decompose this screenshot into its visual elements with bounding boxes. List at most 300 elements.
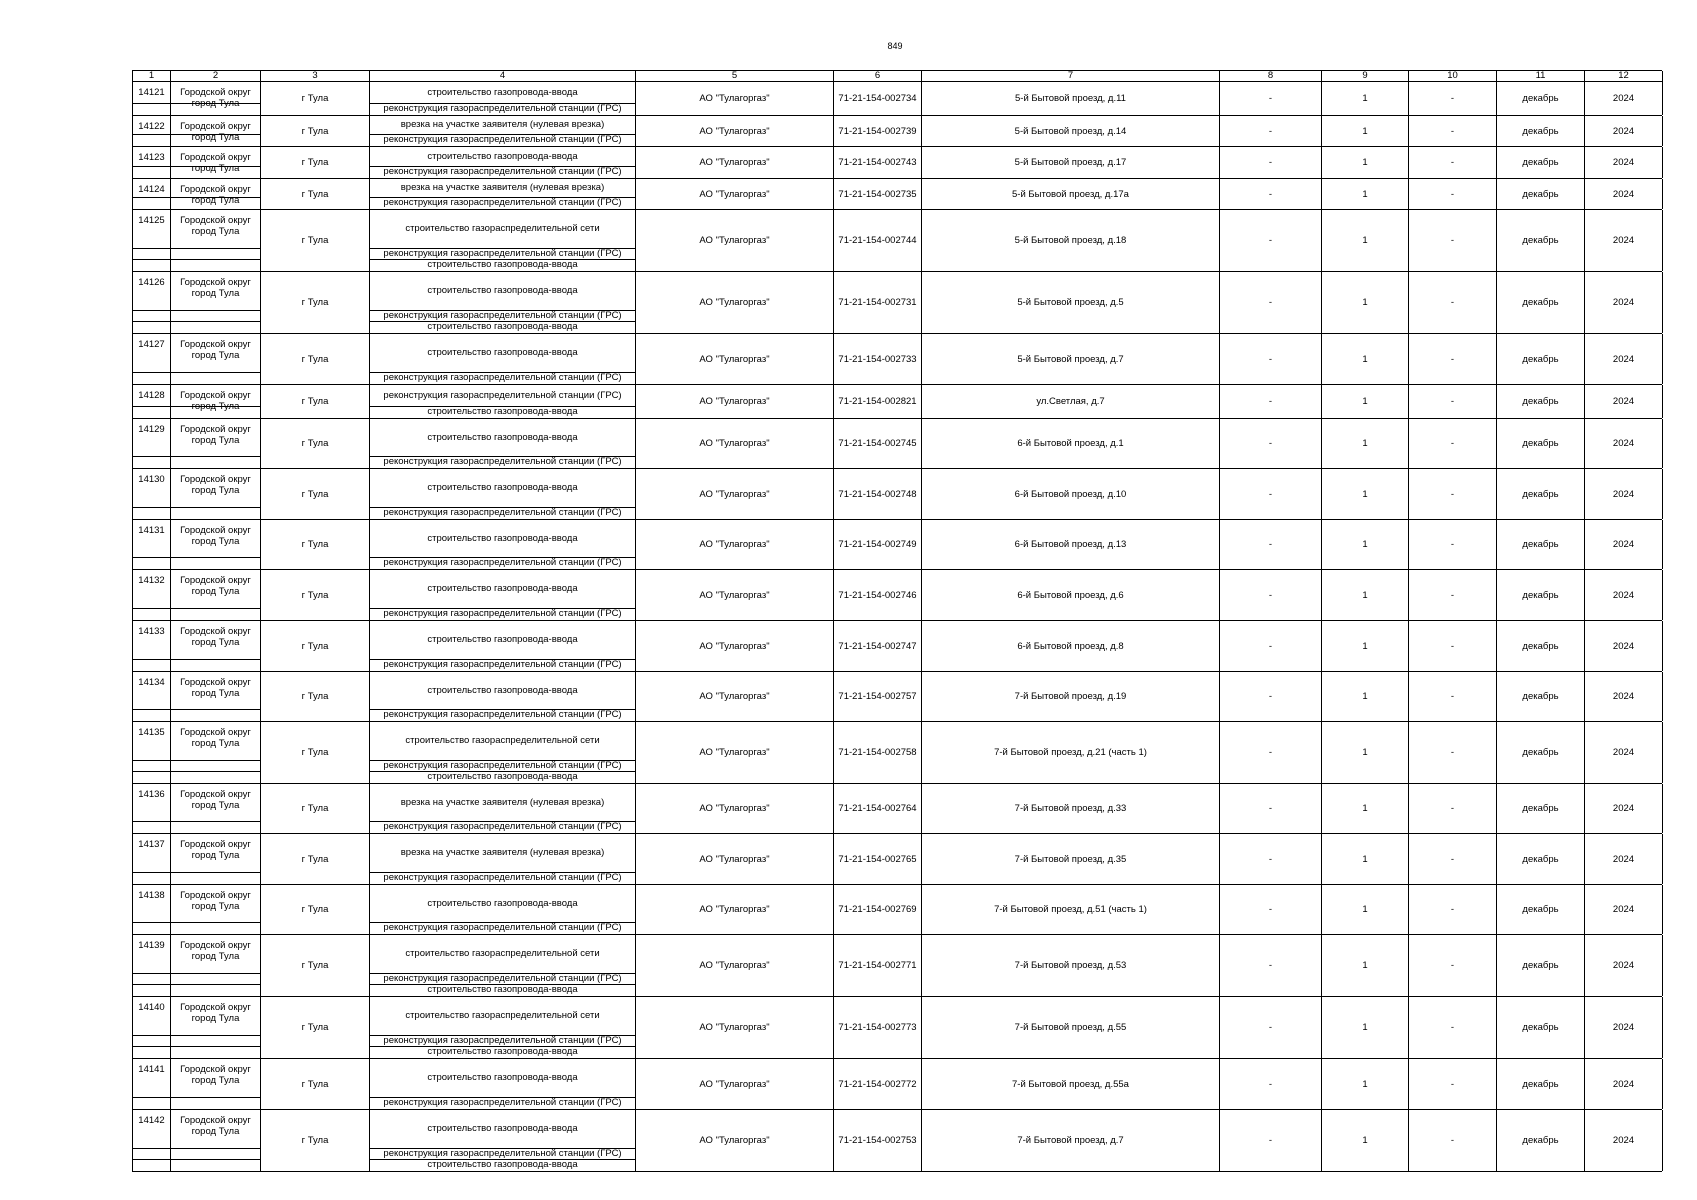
year-cell-text: 2024 <box>1612 1078 1635 1090</box>
organization-cell <box>636 419 834 468</box>
column-8-cell-text: - <box>1268 438 1273 449</box>
month-cell-text: декабрь <box>1522 125 1559 137</box>
column-10-cell-text: - <box>1450 93 1455 104</box>
organization-cell <box>636 179 834 209</box>
works-cell <box>370 520 636 569</box>
year-cell <box>1585 469 1663 519</box>
settlement-cell <box>261 672 370 721</box>
address-cell-text: 7-й Бытовой проезд, д.33 <box>1014 803 1127 814</box>
table-row <box>132 885 1662 935</box>
row-subdivider <box>133 557 170 558</box>
record-number <box>133 116 171 146</box>
column-9-cell-text: 1 <box>1362 691 1368 702</box>
record-number <box>133 469 171 519</box>
column-10-cell <box>1409 469 1497 519</box>
column-10-cell <box>1409 179 1497 209</box>
row-subdivider <box>133 259 170 260</box>
address-cell-text: 5-й Бытовой проезд, д.7 <box>1017 353 1124 365</box>
month-cell-text: декабрь <box>1522 235 1559 246</box>
settlement-cell <box>261 210 370 271</box>
record-number-text: 14132 <box>138 575 165 586</box>
organization-cell <box>636 1110 834 1171</box>
municipality-cell-text: Городской округ город Тула <box>180 890 251 912</box>
row-subdivider <box>133 248 170 249</box>
object-code-cell <box>834 722 922 783</box>
object-code-cell-text: 71-21-154-002772 <box>838 1078 917 1090</box>
column-9-cell-text: 1 <box>1362 297 1368 308</box>
work-type-primary: строительство газопровода-ввода <box>427 347 578 358</box>
month-cell-text: декабрь <box>1522 488 1559 500</box>
column-9-cell-text: 1 <box>1362 396 1368 407</box>
work-type-secondary: реконструкция газораспределительной станции (ГРС) <box>383 973 622 984</box>
work-type-secondary: реконструкция газораспределительной станции (ГРС) <box>383 248 622 259</box>
address-cell-text: 7-й Бытовой проезд, д.55 <box>1014 1022 1127 1033</box>
table-row <box>132 385 1662 419</box>
object-code-cell <box>834 116 922 146</box>
organization-cell <box>636 1059 834 1109</box>
object-code-cell-text: 71-21-154-002764 <box>838 803 917 814</box>
object-code-cell-text: 71-21-154-002734 <box>838 93 917 104</box>
column-8-cell <box>1220 116 1322 146</box>
column-10-cell <box>1409 834 1497 884</box>
row-subdivider <box>133 608 170 609</box>
record-number-text: 14131 <box>138 525 165 536</box>
settlement-cell-text: г Тула <box>301 125 329 137</box>
column-8-cell <box>1220 1110 1322 1171</box>
record-number-text: 14125 <box>138 215 165 226</box>
month-cell <box>1497 834 1585 884</box>
row-subdivider <box>171 406 260 407</box>
month-cell-text: декабрь <box>1522 691 1559 702</box>
settlement-cell-text: г Тула <box>301 157 329 168</box>
month-cell <box>1497 469 1585 519</box>
column-10-cell <box>1409 722 1497 783</box>
municipality-cell-text: Городской округ город Тула <box>180 215 251 237</box>
work-type-primary: реконструкция газораспределительной станции (ГРС) <box>383 390 622 401</box>
settlement-cell-text: г Тула <box>301 353 329 365</box>
column-number: 1 <box>133 71 171 82</box>
record-number-text: 14124 <box>138 184 165 195</box>
municipality-cell-text: Городской округ город Тула <box>180 424 251 446</box>
settlement-cell-text: г Тула <box>301 960 329 971</box>
column-8-cell-text: - <box>1268 396 1273 407</box>
record-number <box>133 272 171 333</box>
data-table <box>132 70 1662 1172</box>
row-subdivider <box>171 310 260 311</box>
object-code-cell-text: 71-21-154-002771 <box>838 960 917 971</box>
record-number <box>133 722 171 783</box>
settlement-cell <box>261 385 370 418</box>
municipality-cell <box>171 1110 261 1171</box>
organization-cell-text: АО "Тулагоргаз" <box>699 904 770 915</box>
row-subdivider <box>171 259 260 260</box>
column-8-cell-text: - <box>1268 157 1273 168</box>
row-subdivider <box>171 372 260 373</box>
column-9-cell <box>1322 147 1409 178</box>
column-8-cell <box>1220 885 1322 934</box>
municipality-cell-text: Городской округ город Тула <box>180 474 251 496</box>
address-cell <box>922 570 1220 620</box>
work-type-primary: строительство газопровода-ввода <box>427 482 578 493</box>
column-9-cell-text: 1 <box>1362 488 1368 500</box>
year-cell-text: 2024 <box>1612 157 1635 168</box>
column-9-cell <box>1322 272 1409 333</box>
address-cell-text: 5-й Бытовой проезд, д.17а <box>1012 188 1129 200</box>
month-cell <box>1497 82 1585 115</box>
organization-cell <box>636 385 834 418</box>
column-9-cell-text: 1 <box>1362 904 1368 915</box>
month-cell-text: декабрь <box>1522 747 1559 758</box>
row-subdivider <box>171 922 260 923</box>
column-8-cell <box>1220 82 1322 115</box>
settlement-cell <box>261 784 370 833</box>
column-8-cell-text: - <box>1268 803 1273 814</box>
column-8-cell-text: - <box>1268 488 1273 500</box>
address-cell-text: 7-й Бытовой проезд, д.35 <box>1014 853 1127 865</box>
year-cell <box>1585 1110 1663 1171</box>
municipality-cell <box>171 672 261 721</box>
month-cell-text: декабрь <box>1522 960 1559 971</box>
record-number <box>133 621 171 671</box>
work-type-primary: строительство газораспределительной сети <box>405 735 600 746</box>
year-cell-text: 2024 <box>1612 93 1635 104</box>
column-header-row <box>132 70 1662 82</box>
object-code-cell <box>834 1059 922 1109</box>
organization-cell-text: АО "Тулагоргаз" <box>699 640 770 652</box>
settlement-cell-text: г Тула <box>301 235 329 246</box>
month-cell <box>1497 116 1585 146</box>
row-subdivider <box>171 248 260 249</box>
work-type-primary: строительство газопровода-ввода <box>427 685 578 696</box>
work-type-secondary: реконструкция газораспределительной станции (ГРС) <box>383 1148 622 1159</box>
column-10-cell-text: - <box>1450 691 1455 702</box>
year-cell-text: 2024 <box>1612 539 1635 550</box>
object-code-cell-text: 71-21-154-002758 <box>838 747 917 758</box>
municipality-cell-text: Городской округ город Тула <box>180 940 251 962</box>
work-type-secondary: реконструкция газораспределительной станции (ГРС) <box>383 709 622 720</box>
municipality-cell-text: Городской округ город Тула <box>180 1002 251 1024</box>
work-type-primary: строительство газораспределительной сети <box>405 948 600 959</box>
column-9-cell-text: 1 <box>1362 539 1368 550</box>
column-9-cell-text: 1 <box>1362 93 1368 104</box>
month-cell-text: декабрь <box>1522 640 1559 652</box>
address-cell <box>922 469 1220 519</box>
works-cell <box>370 621 636 671</box>
column-10-cell <box>1409 997 1497 1058</box>
organization-cell-text: АО "Тулагоргаз" <box>699 747 770 758</box>
organization-cell <box>636 147 834 178</box>
table-row <box>132 147 1662 179</box>
column-10-cell-text: - <box>1450 853 1455 865</box>
organization-cell-text: АО "Тулагоргаз" <box>699 396 770 407</box>
year-cell <box>1585 1059 1663 1109</box>
column-10-cell-text: - <box>1450 235 1455 246</box>
municipality-cell-text: Городской округ город Тула <box>180 789 251 811</box>
municipality-cell-text: Городской округ город Тула <box>180 390 251 412</box>
municipality-cell <box>171 210 261 271</box>
object-code-cell <box>834 520 922 569</box>
organization-cell <box>636 722 834 783</box>
month-cell-text: декабрь <box>1522 853 1559 865</box>
month-cell-text: декабрь <box>1522 396 1559 407</box>
column-8-cell <box>1220 1059 1322 1109</box>
column-8-cell <box>1220 570 1322 620</box>
column-8-cell-text: - <box>1268 853 1273 865</box>
municipality-cell-text: Городской округ город Тула <box>180 1115 251 1137</box>
column-9-cell <box>1322 997 1409 1058</box>
row-subdivider <box>171 507 260 508</box>
row-subdivider <box>171 760 260 761</box>
column-8-cell <box>1220 935 1322 996</box>
work-type-primary: врезка на участке заявителя (нулевая врезка) <box>400 182 605 193</box>
month-cell <box>1497 385 1585 418</box>
work-type-tertiary: строительство газопровода-ввода <box>427 1046 578 1057</box>
column-9-cell <box>1322 419 1409 468</box>
table-row <box>132 1059 1662 1110</box>
month-cell <box>1497 520 1585 569</box>
column-9-cell <box>1322 672 1409 721</box>
organization-cell-text: АО "Тулагоргаз" <box>699 438 770 449</box>
works-cell <box>370 210 636 271</box>
year-cell-text: 2024 <box>1612 488 1635 500</box>
column-9-cell-text: 1 <box>1362 125 1368 137</box>
record-number <box>133 385 171 418</box>
column-8-cell <box>1220 334 1322 384</box>
organization-cell-text: АО "Тулагоргаз" <box>699 353 770 365</box>
column-9-cell-text: 1 <box>1362 960 1368 971</box>
row-subdivider <box>171 134 260 135</box>
month-cell <box>1497 935 1585 996</box>
object-code-cell <box>834 334 922 384</box>
row-subdivider <box>133 821 170 822</box>
municipality-cell-text: Городской округ город Тула <box>180 1064 251 1086</box>
organization-cell-text: АО "Тулагоргаз" <box>699 853 770 865</box>
object-code-cell <box>834 570 922 620</box>
works-cell <box>370 116 636 146</box>
row-subdivider <box>133 1097 170 1098</box>
work-type-primary: строительство газопровода-ввода <box>427 898 578 909</box>
row-subdivider <box>171 709 260 710</box>
column-10-cell <box>1409 419 1497 468</box>
address-cell <box>922 210 1220 271</box>
work-type-primary: строительство газопровода-ввода <box>427 1072 578 1083</box>
organization-cell <box>636 935 834 996</box>
row-subdivider <box>171 1097 260 1098</box>
column-8-cell-text: - <box>1268 188 1273 200</box>
work-type-primary: строительство газопровода-ввода <box>427 533 578 544</box>
object-code-cell-text: 71-21-154-002821 <box>838 396 917 407</box>
organization-cell <box>636 834 834 884</box>
address-cell-text: 5-й Бытовой проезд, д.5 <box>1017 297 1124 308</box>
column-9-cell-text: 1 <box>1362 1022 1368 1033</box>
record-number <box>133 179 171 209</box>
row-subdivider <box>171 872 260 873</box>
municipality-cell <box>171 784 261 833</box>
settlement-cell <box>261 82 370 115</box>
works-cell <box>370 179 636 209</box>
record-number <box>133 997 171 1058</box>
month-cell-text: декабрь <box>1522 589 1559 601</box>
row-subdivider <box>133 760 170 761</box>
row-subdivider <box>133 872 170 873</box>
column-8-cell-text: - <box>1268 640 1273 652</box>
column-9-cell <box>1322 334 1409 384</box>
year-cell <box>1585 272 1663 333</box>
table-row <box>132 621 1662 672</box>
column-10-cell-text: - <box>1450 396 1455 407</box>
year-cell <box>1585 885 1663 934</box>
object-code-cell <box>834 672 922 721</box>
object-code-cell-text: 71-21-154-002739 <box>838 125 917 137</box>
works-cell <box>370 419 636 468</box>
record-number-text: 14137 <box>138 839 165 850</box>
municipality-cell-text: Городской округ город Тула <box>180 152 251 174</box>
address-cell <box>922 179 1220 209</box>
organization-cell-text: АО "Тулагоргаз" <box>699 589 770 601</box>
record-number <box>133 784 171 833</box>
month-cell-text: декабрь <box>1522 157 1559 168</box>
column-10-cell-text: - <box>1450 747 1455 758</box>
table-body <box>132 82 1662 1172</box>
row-subdivider <box>133 166 170 167</box>
municipality-cell-text: Городской округ город Тула <box>180 277 251 299</box>
year-cell-text: 2024 <box>1612 691 1635 702</box>
table-row <box>132 116 1662 147</box>
year-cell-text: 2024 <box>1612 747 1635 758</box>
object-code-cell-text: 71-21-154-002731 <box>838 297 917 308</box>
month-cell-text: декабрь <box>1522 188 1559 200</box>
organization-cell-text: АО "Тулагоргаз" <box>699 803 770 814</box>
municipality-cell-text: Городской округ город Тула <box>180 575 251 597</box>
address-cell-text: 7-й Бытовой проезд, д.53 <box>1014 960 1127 971</box>
column-9-cell <box>1322 784 1409 833</box>
page-number: 849 <box>887 41 903 51</box>
address-cell-text: 7-й Бытовой проезд, д.21 (часть 1) <box>994 747 1147 758</box>
month-cell-text: декабрь <box>1522 438 1559 449</box>
works-cell <box>370 147 636 178</box>
year-cell-text: 2024 <box>1612 235 1635 246</box>
record-number-text: 14134 <box>138 677 165 688</box>
work-type-secondary: реконструкция газораспределительной станции (ГРС) <box>383 821 622 832</box>
column-8-cell-text: - <box>1268 235 1273 246</box>
month-cell <box>1497 672 1585 721</box>
column-9-cell-text: 1 <box>1362 188 1368 200</box>
organization-cell-text: АО "Тулагоргаз" <box>699 691 770 702</box>
municipality-cell <box>171 621 261 671</box>
address-cell <box>922 784 1220 833</box>
municipality-cell <box>171 179 261 209</box>
year-cell <box>1585 570 1663 620</box>
column-number: 8 <box>1220 71 1322 82</box>
column-10-cell-text: - <box>1450 125 1455 137</box>
year-cell <box>1585 82 1663 115</box>
column-9-cell-text: 1 <box>1362 157 1368 168</box>
settlement-cell <box>261 272 370 333</box>
object-code-cell <box>834 179 922 209</box>
year-cell-text: 2024 <box>1612 438 1635 449</box>
column-10-cell <box>1409 272 1497 333</box>
year-cell-text: 2024 <box>1612 125 1635 137</box>
column-10-cell-text: - <box>1450 353 1455 365</box>
address-cell-text: ул.Светлая, д.7 <box>1036 396 1105 407</box>
table-row <box>132 82 1662 116</box>
table-row <box>132 1110 1662 1172</box>
column-10-cell <box>1409 334 1497 384</box>
work-type-secondary: реконструкция газораспределительной станции (ГРС) <box>383 922 622 933</box>
table-row <box>132 997 1662 1059</box>
municipality-cell <box>171 385 261 418</box>
row-subdivider <box>133 406 170 407</box>
municipality-cell <box>171 1059 261 1109</box>
row-subdivider <box>133 1148 170 1149</box>
year-cell <box>1585 520 1663 569</box>
column-10-cell-text: - <box>1450 157 1455 168</box>
work-type-secondary: реконструкция газораспределительной станции (ГРС) <box>383 1035 622 1046</box>
organization-cell-text: АО "Тулагоргаз" <box>699 488 770 500</box>
object-code-cell <box>834 997 922 1058</box>
works-cell <box>370 1110 636 1171</box>
column-10-cell <box>1409 1110 1497 1171</box>
address-cell <box>922 147 1220 178</box>
object-code-cell <box>834 935 922 996</box>
works-cell <box>370 997 636 1058</box>
row-subdivider <box>171 973 260 974</box>
row-subdivider <box>171 659 260 660</box>
record-number <box>133 1059 171 1109</box>
year-cell-text: 2024 <box>1612 640 1635 652</box>
column-10-cell <box>1409 147 1497 178</box>
column-9-cell <box>1322 1110 1409 1171</box>
settlement-cell-text: г Тула <box>301 297 329 308</box>
column-10-cell <box>1409 385 1497 418</box>
settlement-cell-text: г Тула <box>301 853 329 865</box>
column-10-cell-text: - <box>1450 1022 1455 1033</box>
settlement-cell-text: г Тула <box>301 589 329 601</box>
column-8-cell <box>1220 784 1322 833</box>
column-10-cell-text: - <box>1450 297 1455 308</box>
column-8-cell <box>1220 520 1322 569</box>
work-type-primary: строительство газопровода-ввода <box>427 583 578 594</box>
record-number <box>133 334 171 384</box>
record-number <box>133 520 171 569</box>
record-number <box>133 419 171 468</box>
municipality-cell <box>171 885 261 934</box>
month-cell <box>1497 1110 1585 1171</box>
object-code-cell-text: 71-21-154-002747 <box>838 640 917 652</box>
settlement-cell-text: г Тула <box>301 539 329 550</box>
work-type-primary: строительство газопровода-ввода <box>427 285 578 296</box>
column-10-cell-text: - <box>1450 188 1455 200</box>
settlement-cell-text: г Тула <box>301 803 329 814</box>
work-type-tertiary: строительство газопровода-ввода <box>427 259 578 270</box>
address-cell-text: 6-й Бытовой проезд, д.1 <box>1017 438 1124 449</box>
record-number-text: 14142 <box>138 1115 165 1126</box>
organization-cell <box>636 116 834 146</box>
table-row <box>132 834 1662 885</box>
month-cell <box>1497 997 1585 1058</box>
column-10-cell <box>1409 621 1497 671</box>
column-10-cell <box>1409 82 1497 115</box>
organization-cell <box>636 672 834 721</box>
month-cell-text: декабрь <box>1522 1135 1559 1146</box>
column-9-cell <box>1322 935 1409 996</box>
address-cell <box>922 621 1220 671</box>
municipality-cell-text: Городской округ город Тула <box>180 339 251 361</box>
column-9-cell <box>1322 621 1409 671</box>
year-cell-text: 2024 <box>1612 188 1635 200</box>
address-cell-text: 7-й Бытовой проезд, д.51 (часть 1) <box>994 904 1147 915</box>
month-cell <box>1497 334 1585 384</box>
